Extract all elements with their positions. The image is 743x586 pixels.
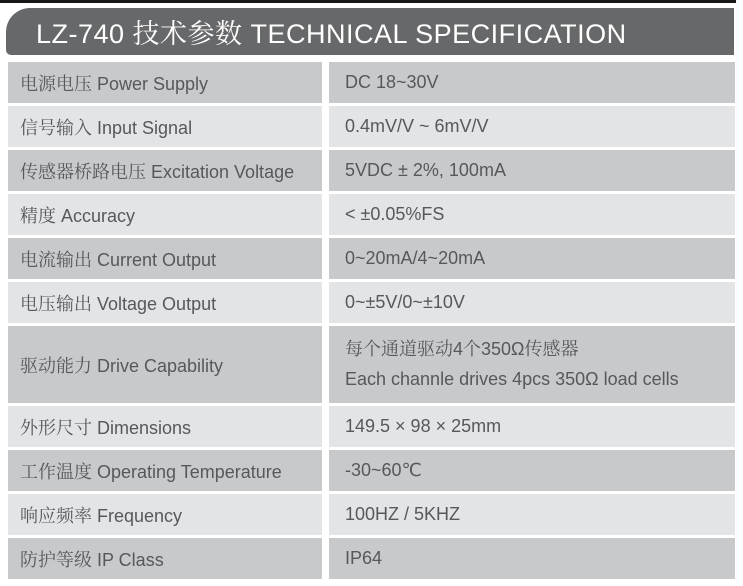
spec-label: 工作温度 Operating Temperature bbox=[8, 450, 322, 491]
page-title: LZ-740 技术参数 TECHNICAL SPECIFICATION bbox=[36, 19, 627, 49]
spec-label: 驱动能力 Drive Capability bbox=[8, 326, 322, 403]
spec-label: 响应频率 Frequency bbox=[8, 494, 322, 535]
table-row-power-supply bbox=[8, 62, 735, 103]
table-row-voltage-output bbox=[8, 282, 735, 323]
spec-label: 电源电压 Power Supply bbox=[8, 62, 322, 103]
spec-value: < ±0.05%FS bbox=[329, 194, 735, 235]
spec-value-line-en: Each channle drives 4pcs 350Ω load cells bbox=[345, 368, 679, 389]
spec-value: 100HZ / 5KHZ bbox=[329, 494, 735, 535]
spec-label: 精度 Accuracy bbox=[8, 194, 322, 235]
table-row-accuracy bbox=[8, 194, 735, 235]
table-row-drive-capability bbox=[8, 326, 735, 403]
spec-label: 防护等级 IP Class bbox=[8, 538, 322, 579]
spec-label: 信号输入 Input Signal bbox=[8, 106, 322, 147]
table-row-input-signal bbox=[8, 106, 735, 147]
spec-value: 0~20mA/4~20mA bbox=[329, 238, 735, 279]
spec-table bbox=[8, 62, 735, 579]
table-row-current-output bbox=[8, 238, 735, 279]
top-border-line bbox=[0, 0, 736, 3]
spec-value: 0.4mV/V ~ 6mV/V bbox=[329, 106, 735, 147]
spec-value: 5VDC ± 2%, 100mA bbox=[329, 150, 735, 191]
table-row-excitation-voltage bbox=[8, 150, 735, 191]
title-banner bbox=[6, 8, 734, 55]
table-row-dimensions bbox=[8, 406, 735, 447]
spec-value-line-cn: 每个通道驱动4个350Ω传感器 bbox=[345, 338, 579, 359]
spec-label: 电压输出 Voltage Output bbox=[8, 282, 322, 323]
spec-label: 传感器桥路电压 Excitation Voltage bbox=[8, 150, 322, 191]
spec-value: -30~60℃ bbox=[329, 450, 735, 491]
spec-value: 0~±5V/0~±10V bbox=[329, 282, 735, 323]
spec-value: IP64 bbox=[329, 538, 735, 579]
spec-label: 电流输出 Current Output bbox=[8, 238, 322, 279]
table-row-operating-temperature bbox=[8, 450, 735, 491]
table-row-frequency bbox=[8, 494, 735, 535]
table-row-ip-class bbox=[8, 538, 735, 579]
spec-value: DC 18~30V bbox=[329, 62, 735, 103]
spec-label: 外形尺寸 Dimensions bbox=[8, 406, 322, 447]
spec-value bbox=[329, 326, 735, 403]
spec-value: 149.5 × 98 × 25mm bbox=[329, 406, 735, 447]
